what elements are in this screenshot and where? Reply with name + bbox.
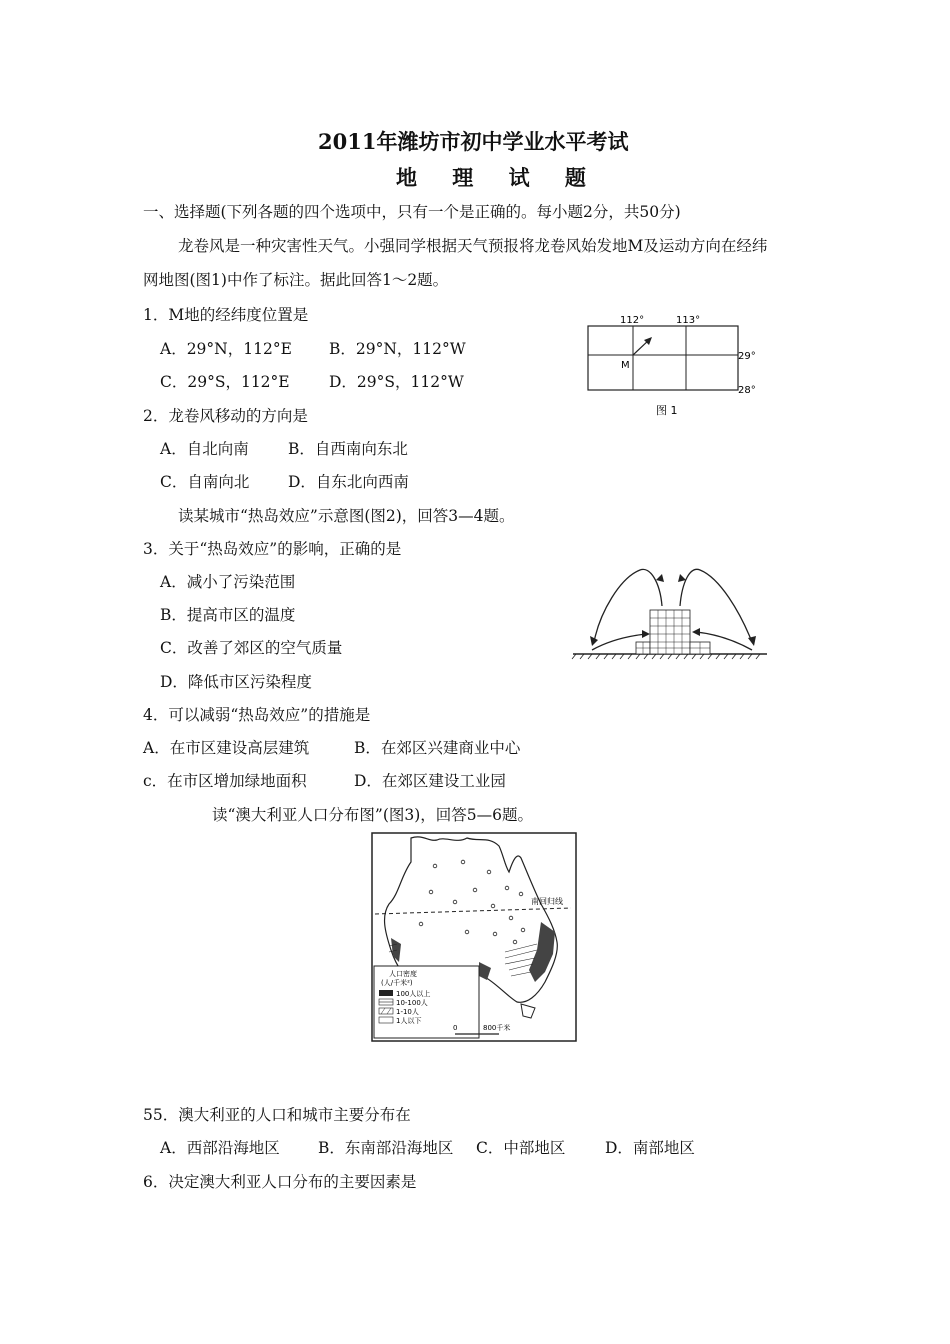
exam-title: 2011年潍坊市初中学业水平考试 (318, 129, 629, 154)
option-a: A．在市区建设高层建筑 (143, 739, 310, 757)
intro-paragraph: 读某城市“热岛效应”示意图(图2)，回答3—4题。 (178, 507, 515, 525)
option-b: B．29°N，112°W (329, 340, 466, 358)
legend-swatch-1-10 (379, 1008, 393, 1014)
legend-swatch-100-plus (379, 990, 393, 996)
lon-label-113: 113° (676, 315, 701, 326)
ground-hatching (572, 654, 760, 659)
figure-1-grid-map (580, 312, 760, 420)
option-c: C．29°S，112°E (160, 373, 290, 391)
grid-frame (588, 326, 738, 390)
option-b: B．在郊区兴建商业中心 (354, 739, 521, 757)
option-b: B．自西南向东北 (288, 440, 408, 458)
lon-label-112: 112° (620, 315, 645, 326)
option-a: A．29°N，112°E (160, 340, 292, 358)
intro-paragraph: 读“澳大利亚人口分布图”(图3)，回答5—6题。 (212, 806, 534, 824)
legend-swatch-under-1 (379, 1017, 393, 1023)
legend-unit: (人/千米²) (381, 979, 413, 987)
scale-start: 0 (453, 1024, 458, 1032)
option-c: C．中部地区 (476, 1139, 566, 1157)
lat-label-29: 29° (738, 351, 756, 362)
option-a: A．自北向南 (160, 440, 249, 458)
legend-title: 人口密度 (389, 970, 417, 978)
question-stem: 4．可以减弱“热岛效应”的措施是 (143, 706, 371, 724)
exam-subtitle: 地 理 试 题 (396, 165, 600, 190)
intro-paragraph-line: 龙卷风是一种灾害性天气。小强同学根据天气预报将龙卷风始发地M及运动方向在经纬 (178, 237, 768, 255)
legend-item: 10-100人 (396, 999, 428, 1007)
question-stem: 55．澳大利亚的人口和城市主要分布在 (143, 1106, 411, 1124)
option-a: A．西部沿海地区 (160, 1139, 280, 1157)
option-d: D．在郊区建设工业园 (354, 772, 506, 790)
intro-paragraph-line: 网地图(图1)中作了标注。据此回答1～2题。 (143, 271, 449, 289)
figure-2-heat-island-diagram (570, 562, 770, 662)
figure-3-australia-population-map (371, 832, 577, 1042)
option-d: D．降低市区污染程度 (160, 673, 312, 691)
legend-item: 100人以上 (396, 990, 431, 998)
option-d: D．自东北向西南 (288, 473, 409, 491)
lat-label-28: 28° (738, 385, 756, 396)
option-a: A．减小了污染范围 (160, 573, 296, 591)
point-m-label: M (621, 360, 630, 371)
option-b: B．东南部沿海地区 (318, 1139, 454, 1157)
section-heading: 一、选择题(下列各题的四个选项中，只有一个是正确的。每小题2分，共50分) (143, 203, 681, 221)
question-stem: 2．龙卷风移动的方向是 (143, 407, 308, 425)
legend-item: 1人以下 (396, 1017, 422, 1025)
option-b: B．提高市区的温度 (160, 606, 296, 624)
option-d: D．29°S，112°W (329, 373, 464, 391)
option-c: C．自南向北 (160, 473, 250, 491)
option-d: D．南部地区 (605, 1139, 695, 1157)
option-c: C．改善了郊区的空气质量 (160, 639, 343, 657)
question-stem: 1．M地的经纬度位置是 (143, 306, 309, 324)
tropic-label: 南回归线 (531, 897, 563, 906)
figure-1-caption: 图 1 (656, 404, 678, 417)
legend-item: 1-10人 (396, 1008, 419, 1016)
option-c: c．在市区增加绿地面积 (143, 772, 307, 790)
scale-end: 800千米 (483, 1024, 511, 1032)
question-stem: 3．关于“热岛效应”的影响，正确的是 (143, 540, 402, 558)
question-stem: 6．决定澳大利亚人口分布的主要因素是 (143, 1173, 417, 1191)
